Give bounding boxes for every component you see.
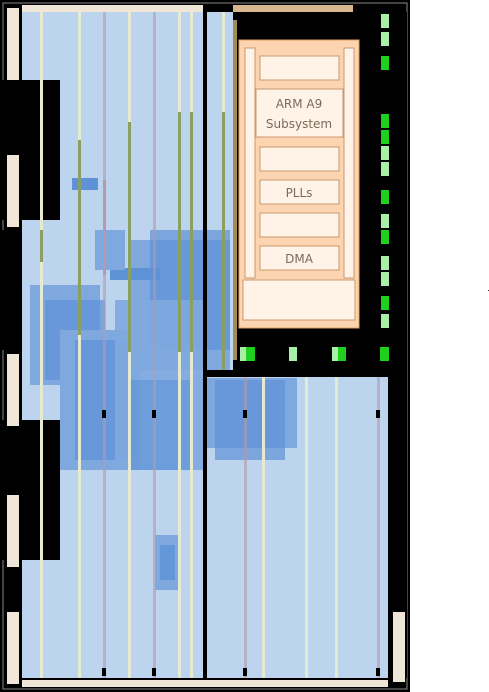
transceiver xyxy=(381,230,389,244)
transceiver xyxy=(240,347,246,361)
arm-a9-label-line1: ARM A9 xyxy=(275,97,323,111)
transceiver xyxy=(381,190,389,204)
transceiver xyxy=(380,347,389,361)
density-patch xyxy=(95,230,125,270)
transceiver xyxy=(381,56,389,70)
io-pad-strip-top xyxy=(233,5,353,12)
column-pale xyxy=(335,377,338,678)
center-divider xyxy=(203,12,207,678)
hps-block-blank xyxy=(243,280,355,320)
column-used xyxy=(178,112,181,352)
density-patch xyxy=(160,545,175,580)
io-pad-strip-left xyxy=(7,155,19,227)
density-patch xyxy=(215,380,285,460)
column-used xyxy=(222,112,225,370)
marker xyxy=(102,668,106,676)
hps-block-blank xyxy=(260,213,339,237)
hps-block-blank xyxy=(260,56,339,80)
hps-region xyxy=(239,40,359,328)
column-pale xyxy=(78,12,81,678)
transceiver xyxy=(381,256,389,270)
transceiver xyxy=(381,14,389,28)
column-used xyxy=(103,180,106,275)
hps-bottom-divider xyxy=(207,370,390,377)
arm-a9-label-line2: Subsystem xyxy=(265,117,333,131)
transceiver xyxy=(289,347,297,361)
column-pale xyxy=(305,377,308,678)
io-pad-strip-left xyxy=(7,612,19,684)
io-pad-strip-bottom xyxy=(22,680,388,687)
marker xyxy=(102,410,106,418)
transceiver-strip xyxy=(388,12,407,678)
hps-rail-right xyxy=(344,48,354,278)
hps-rail-left xyxy=(245,48,255,278)
io-pad-strip-hps xyxy=(233,20,237,360)
transceiver xyxy=(381,130,389,144)
transceiver xyxy=(381,272,389,286)
io-pad-strip-left xyxy=(7,354,19,426)
transceiver xyxy=(381,314,389,328)
pll-label: PLLs xyxy=(285,186,313,200)
column-pale xyxy=(40,12,43,678)
io-pad-strip-top xyxy=(22,5,203,12)
transceiver xyxy=(381,114,389,128)
column-used xyxy=(128,122,131,352)
io-pad-strip-right xyxy=(393,612,405,682)
column-mauve xyxy=(377,377,380,678)
column-used xyxy=(190,112,193,352)
column-mauve xyxy=(153,12,156,678)
transceiver xyxy=(381,162,389,176)
column-used xyxy=(40,230,43,262)
marker xyxy=(152,668,156,676)
marker xyxy=(243,410,247,418)
transceiver xyxy=(381,214,389,228)
column-used xyxy=(78,140,81,335)
io-pad-strip-left xyxy=(7,495,19,567)
column-mauve xyxy=(244,377,247,678)
marker xyxy=(243,668,247,676)
transceiver xyxy=(332,347,338,361)
marker xyxy=(376,410,380,418)
hps-block-blank xyxy=(260,147,339,171)
transceiver xyxy=(381,146,389,160)
marker xyxy=(152,410,156,418)
dma-label: DMA xyxy=(285,252,313,266)
marker xyxy=(376,668,380,676)
column-mauve xyxy=(103,12,106,678)
io-pad-strip-left xyxy=(7,8,19,80)
transceiver xyxy=(381,32,389,46)
column-pale xyxy=(262,377,265,678)
transceiver xyxy=(381,296,389,310)
io-block-left-3 xyxy=(0,230,22,350)
density-patch xyxy=(72,178,98,190)
